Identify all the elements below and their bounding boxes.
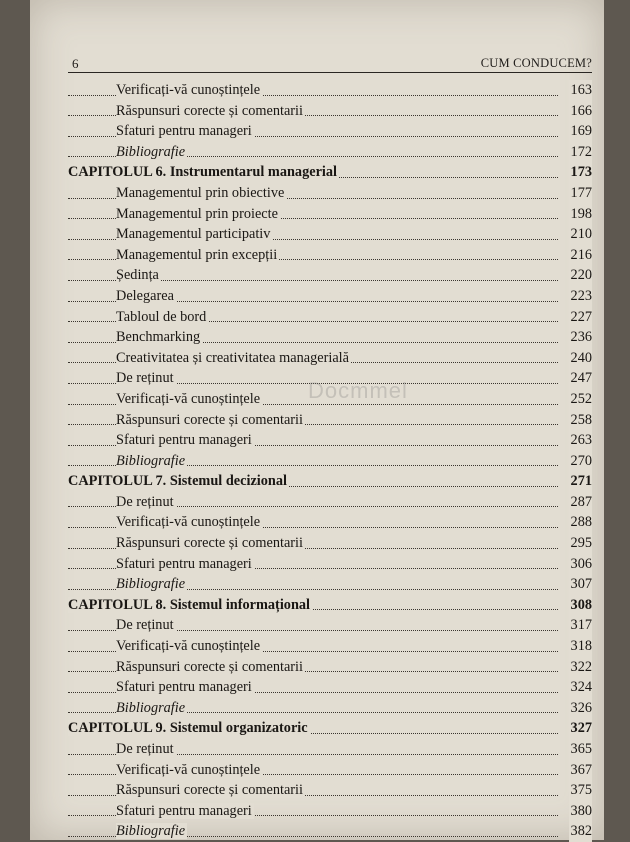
toc-entry [68, 101, 592, 122]
watermark-text: Docmmel [308, 378, 408, 403]
book-page [30, 0, 604, 840]
toc-chapter-entry [68, 162, 592, 183]
toc-entry-page: 365 [569, 739, 592, 760]
toc-entry-page: 288 [569, 512, 592, 533]
toc-entry-page: 240 [569, 348, 592, 369]
toc-entry-title: Managementul prin obiective [116, 184, 285, 201]
toc-entry [68, 615, 592, 636]
table-of-contents [68, 80, 592, 842]
toc-entry-page: 236 [569, 327, 592, 348]
toc-entry-page: 227 [569, 307, 592, 328]
toc-entry-title: Bibliografie [116, 823, 186, 840]
toc-entry [68, 327, 592, 348]
toc-entry-page: 375 [569, 780, 592, 801]
toc-entry [68, 636, 592, 657]
toc-entry-page: 270 [569, 451, 592, 472]
toc-entry-page: 166 [569, 101, 592, 122]
toc-entry-page: 172 [569, 142, 592, 163]
toc-entry-page: 210 [569, 224, 592, 245]
toc-entry-page: 163 [569, 80, 592, 101]
toc-entry [68, 657, 592, 678]
toc-entry [68, 698, 592, 719]
toc-entry-title: Ședința [116, 267, 159, 284]
toc-entry-title: CAPITOLUL 8. Sistemul informațional [68, 596, 311, 613]
toc-entry [68, 554, 592, 575]
toc-chapter-entry [68, 595, 592, 616]
toc-entry-title: Delegarea [116, 287, 174, 304]
toc-entry-page: 223 [569, 286, 592, 307]
toc-entry-page: 382 [569, 821, 592, 842]
toc-entry-page: 306 [569, 554, 592, 575]
toc-entry [68, 224, 592, 245]
toc-entry-page: 220 [569, 265, 592, 286]
toc-entry [68, 512, 592, 533]
toc-entry-page: 263 [569, 430, 592, 451]
toc-entry-title: CAPITOLUL 7. Sistemul decizional [68, 473, 287, 490]
toc-entry-page: 258 [569, 410, 592, 431]
toc-entry-title: Bibliografie [116, 452, 186, 469]
toc-entry-title: Bibliografie [116, 699, 186, 716]
toc-entry-page: 317 [569, 615, 592, 636]
toc-chapter-entry [68, 471, 592, 492]
toc-entry [68, 492, 592, 513]
toc-entry [68, 286, 592, 307]
toc-entry-page: 247 [569, 368, 592, 389]
toc-entry-title: CAPITOLUL 6. Instrumentarul managerial [68, 164, 338, 181]
toc-entry [68, 574, 592, 595]
toc-entry-title: Verificați-vă cunoștințele [116, 761, 261, 778]
page-header [68, 56, 592, 73]
toc-entry-title: De reținut [116, 493, 174, 510]
toc-entry-title: Bibliografie [116, 576, 186, 593]
toc-entry [68, 451, 592, 472]
toc-entry [68, 245, 592, 266]
toc-entry-page: 287 [569, 492, 592, 513]
toc-entry [68, 410, 592, 431]
toc-entry-title: De reținut [116, 617, 174, 634]
toc-entry-page: 324 [569, 677, 592, 698]
toc-entry-title: Răspunsuri corecte și comentarii [116, 535, 303, 552]
toc-entry-title: Benchmarking [116, 329, 201, 346]
toc-entry-title: De reținut [116, 741, 174, 757]
toc-entry [68, 533, 592, 554]
toc-entry-title: Sfaturi pentru manageri [116, 432, 252, 449]
toc-entry-title: Managementul prin proiecte [116, 205, 278, 222]
toc-entry-page: 322 [569, 657, 592, 678]
toc-entry-page: 173 [569, 162, 592, 183]
toc-entry-title: De reținut [116, 370, 174, 387]
toc-entry-title: Răspunsuri corecte și comentarii [116, 102, 303, 119]
toc-entry [68, 821, 592, 842]
toc-entry [68, 265, 592, 286]
toc-entry-page: 367 [569, 760, 592, 781]
running-title: CUM CONDUCEM? [480, 56, 592, 70]
toc-chapter-entry [68, 718, 592, 739]
toc-entry-title: Creativitatea și creativitatea managerială [116, 349, 349, 366]
toc-entry-title: Răspunsuri corecte și comentarii [116, 782, 303, 799]
toc-entry-title: Sfaturi pentru manageri [116, 123, 252, 140]
toc-entry-page: 271 [569, 471, 592, 492]
toc-entry [68, 760, 592, 781]
toc-entry-title: Tabloul de bord [116, 308, 207, 325]
toc-entry [68, 801, 592, 822]
toc-entry [68, 780, 592, 801]
toc-entry-title: Sfaturi pentru manageri [116, 802, 252, 819]
toc-entry-title: Managementul prin excepții [116, 246, 278, 263]
toc-entry-title: Răspunsuri corecte și comentarii [116, 411, 303, 428]
toc-entry-title: Răspunsuri corecte și comentarii [116, 658, 303, 675]
toc-entry [68, 121, 592, 142]
toc-entry-title: Verificați-vă cunoștințele [116, 638, 261, 655]
toc-entry [68, 348, 592, 369]
toc-entry-title: Bibliografie [116, 143, 186, 160]
toc-entry-title: Verificați-vă cunoștințele [116, 390, 261, 407]
toc-entry-page: 308 [569, 595, 592, 616]
toc-entry-title: Verificați-vă cunoștințele [116, 514, 261, 531]
toc-entry [68, 204, 592, 225]
toc-entry-page: 295 [569, 533, 592, 554]
toc-entry-page: 216 [569, 245, 592, 266]
toc-entry [68, 677, 592, 698]
toc-entry-page: 252 [569, 389, 592, 410]
toc-entry-page: 318 [569, 636, 592, 657]
toc-entry-page: 380 [569, 801, 592, 822]
toc-entry-title: Managementul participativ [116, 226, 271, 243]
toc-entry [68, 142, 592, 163]
toc-entry [68, 80, 592, 101]
page-number: 6 [72, 56, 79, 71]
toc-entry-page: 198 [569, 204, 592, 225]
toc-entry-page: 326 [569, 698, 592, 719]
toc-entry-page: 169 [569, 121, 592, 142]
toc-entry-page: 177 [569, 183, 592, 204]
toc-entry-title: Verificați-vă cunoștințele [116, 82, 261, 98]
toc-entry [68, 307, 592, 328]
toc-entry [68, 430, 592, 451]
toc-entry-page: 307 [569, 574, 592, 595]
toc-entry-page: 327 [569, 718, 592, 739]
toc-entry-title: Sfaturi pentru manageri [116, 555, 252, 572]
toc-entry [68, 183, 592, 204]
toc-entry [68, 739, 592, 760]
toc-entry-title: Sfaturi pentru manageri [116, 679, 252, 696]
toc-entry-title: CAPITOLUL 9. Sistemul organizatoric [68, 720, 308, 737]
